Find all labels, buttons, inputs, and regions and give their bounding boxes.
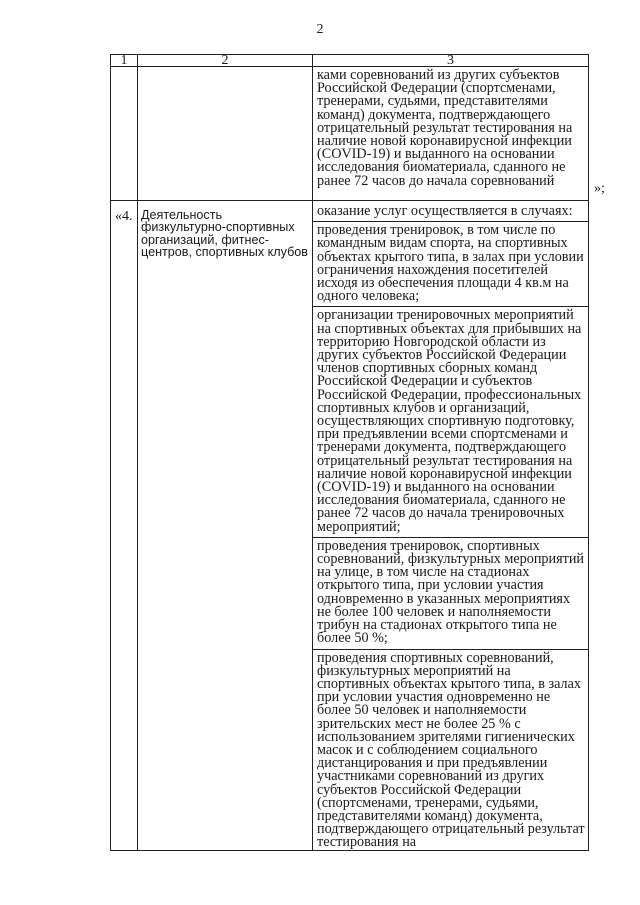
- row4-number-cell: [111, 201, 138, 851]
- column-number-1: 1: [111, 55, 138, 67]
- continuation-title-cell: [138, 67, 313, 201]
- column-number-2: 2: [138, 55, 313, 67]
- row4-title-cell: [138, 201, 313, 851]
- continuation-number-cell: [111, 67, 138, 201]
- page-number: 2: [316, 22, 324, 37]
- row4-paragraph-2: организации тренировочных мероприятий на спортивных объектах для прибывших на территорию Новгородской области из других субъектов Российской Федерации членов спортивных сборных команд Российской Федерации и субъектов Российской Федерации, профессиональных спортивных клубов и организаций, осуществляющих спортивную подготовку, при предъявлении всеми спортсменами и тренерами документа, подтверждающего отрицательный результат тестирования на наличие новой коронавирусной инфекции (COVID-19) и выданного на основании исследования биоматериала, сданного не ранее 72 часов до начала тренировочных мероприятий;: [313, 306, 588, 536]
- row4-intro: оказание услуг осуществляется в случаях:: [317, 203, 573, 219]
- table-row-4: [111, 201, 589, 851]
- continuation-end-mark: »;: [594, 181, 605, 196]
- column-number-3: 3: [313, 55, 589, 67]
- row4-conditions-cell: [313, 201, 589, 851]
- row4-paragraph-3: проведения тренировок, спортивных соревнований, физкультурных мероприятий на улице, в том числе на стадионах открытого типа, при условии участия одновременно в указанных мероприятиях не более 100 человек и наполняемости трибун на стадионах открытого типа не более 50 %;: [313, 537, 588, 649]
- row4-title: Деятельность физкультурно-спортивных организаций, фитнес-центров, спортивных клубов: [141, 208, 308, 260]
- row4-paragraph-4: проведения спортивных соревнований, физкультурных мероприятий на спортивных объектах крытого типа, в залах при условии участия одновременно не более 50 человек и наполняемости зрительских мест не более 25 % с использованием зрителями гигиенических масок и с соблюдением социального дистанцирования и при предъявлении участниками соревнований из других субъектов Российской Федерации (спортсменами, тренерами, судьями, представителями команд) документа, подтверждающего отрицательный результат тестирования на: [313, 649, 588, 850]
- continuation-text-cell: [313, 67, 589, 201]
- row4-paragraph-1: проведения тренировок, в том числе по командным видам спорта, на спортивных объектах крытого типа, в залах при условии ограничения нахождения посетителей исходя из обеспечения площади 4 кв.м на одного человека;: [313, 221, 588, 306]
- continuation-text: ками соревнований из других субъектов Российской Федерации (спортсменами, тренерами, судьями, представителями команд) документа, подтверждающего отрицательный результат тестирования на наличие новой коронавирусной инфекции (COVID-19) и выданного на основании исследования биоматериала, сданного не ранее 72 часов до начала соревнований: [317, 67, 573, 189]
- row4-number: «4.: [115, 209, 133, 224]
- regulation-table: [110, 54, 589, 851]
- column-number-row: [111, 55, 589, 67]
- continuation-row: [111, 67, 589, 201]
